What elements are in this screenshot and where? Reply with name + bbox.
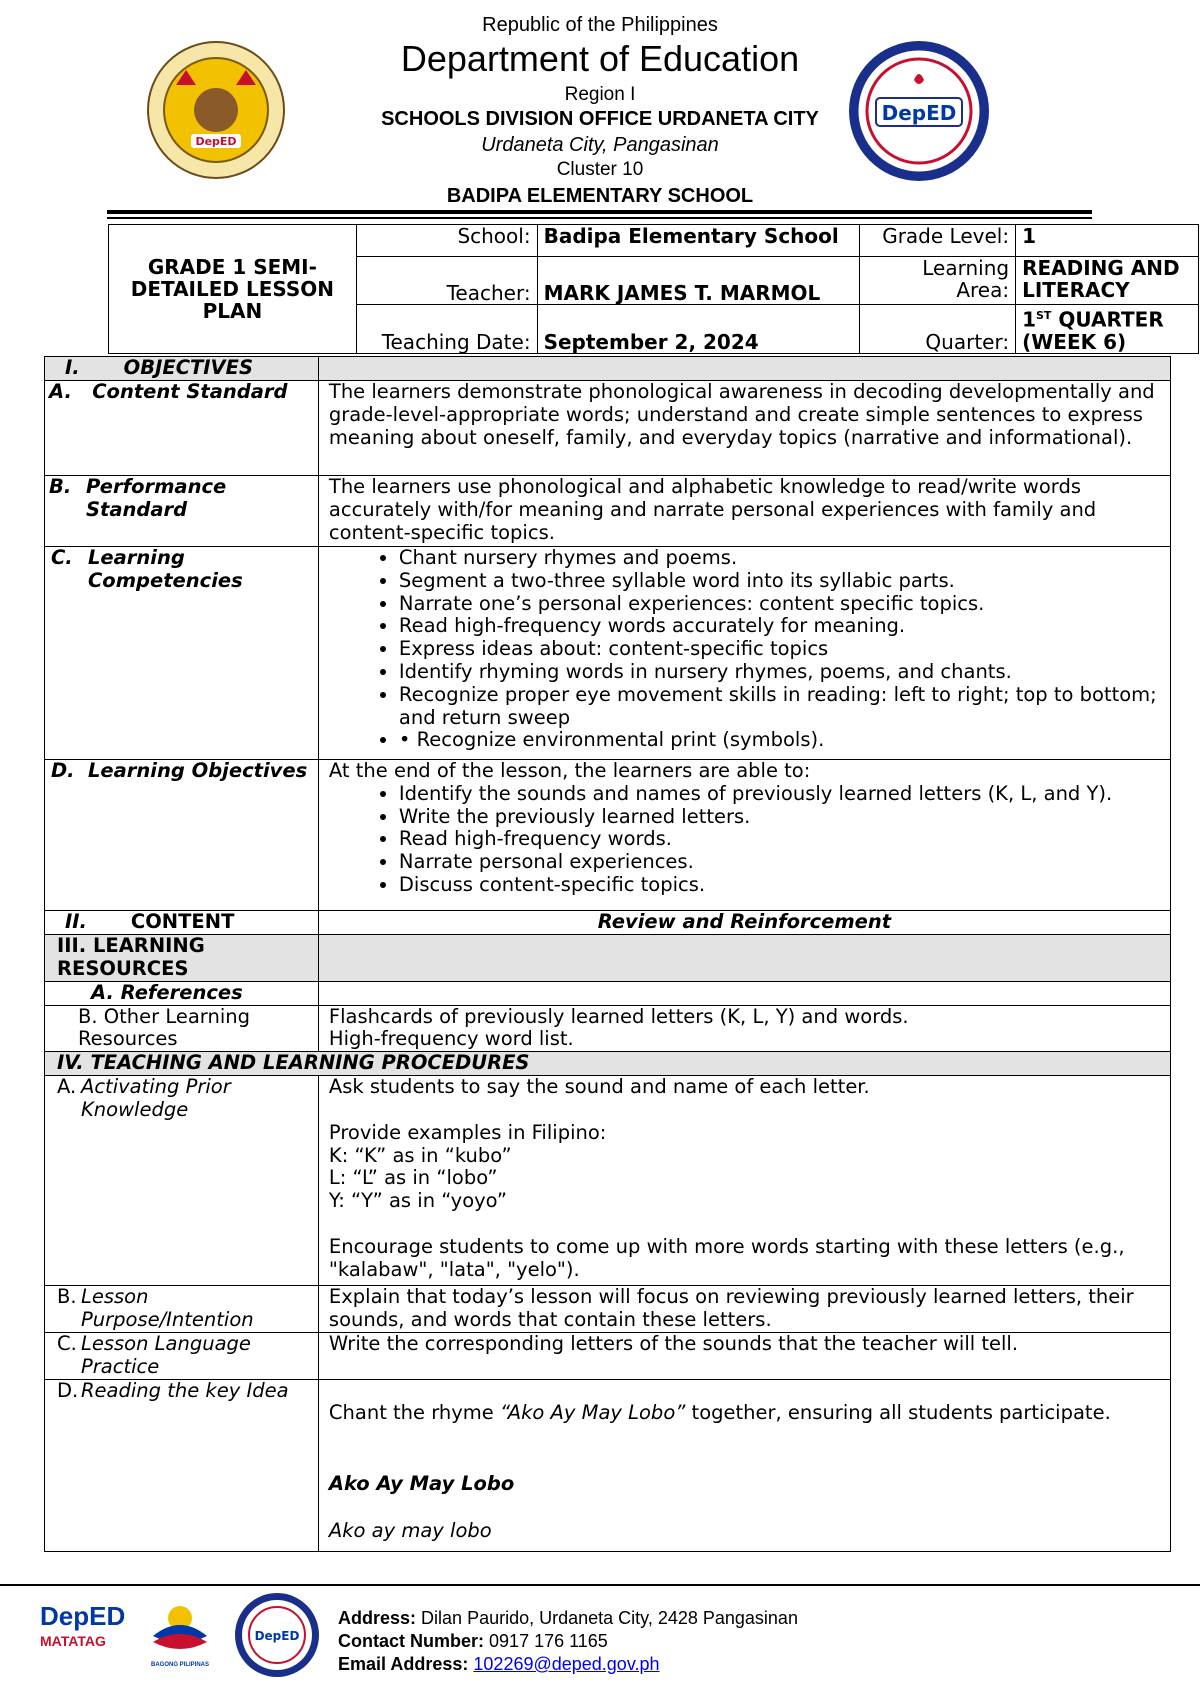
other-resource-line: Flashcards of previously learned letters (K, L, Y) and words. <box>328 1004 909 1028</box>
objectives-list <box>329 783 1164 897</box>
learning-competencies-cell <box>318 547 1170 760</box>
activating-line: L: “L” as in “lobo” <box>328 1166 498 1190</box>
bagong-pilipinas-wordmark: BAGONG PILIPINAS <box>150 1662 209 1668</box>
competency-item: • Express ideas about: content-specific topics <box>399 638 1164 661</box>
content-standard-label: A. Content Standard <box>45 381 319 476</box>
competency-item: • Read high-frequency words accurately for meaning. <box>399 615 1164 638</box>
key-idea-label: D. Reading the key Idea <box>45 1380 319 1552</box>
footer-email: Email Address: 102269@deped.gov.ph <box>338 1654 660 1674</box>
competency-item: • • Recognize environmental print (symbols). <box>399 729 1164 752</box>
activating-spacer <box>329 1099 1164 1122</box>
objectives-heading: I. OBJECTIVES <box>45 357 319 381</box>
objectives-intro: At the end of the lesson, the learners are able to: <box>328 759 811 782</box>
badipa-footer-seal-logo <box>234 1592 320 1678</box>
objective-item: • Write the previously learned letters. <box>399 806 1164 829</box>
learning-objectives-cell <box>318 760 1170 911</box>
performance-standard-label: B. Performance Standard <box>45 476 319 547</box>
teacher-label: Teacher: <box>356 257 537 305</box>
language-practice-text: Write the corresponding letters of the sounds that the teacher will tell. <box>318 1333 1170 1380</box>
objective-item: • Discuss content-specific topics. <box>399 874 1164 897</box>
language-practice-label: C. Lesson Language Practice <box>45 1333 319 1380</box>
teacher-value: MARK JAMES T. MARMOL <box>537 257 860 305</box>
activating-line: Provide examples in Filipino: <box>328 1120 607 1144</box>
region-line: Region I <box>564 84 636 105</box>
badipa-school-seal-logo <box>848 40 990 182</box>
objective-item: • Read high-frequency words. <box>399 828 1164 851</box>
procedures-heading: IV. TEACHING AND LEARNING PROCEDURES <box>45 1052 1171 1076</box>
footer-contact: Contact Number: 0917 176 1165 <box>338 1631 608 1651</box>
performance-standard-text: The learners use phonological and alphabetic knowledge to read/write words accurately with/for meaning and narrate personal experiences with family and content-specific topics. <box>318 476 1170 547</box>
learning-area-value: READING AND LITERACY <box>1016 257 1199 305</box>
learning-objectives-label: D. Learning Objectives <box>45 760 319 911</box>
competency-item: • Chant nursery rhymes and poems. <box>399 547 1164 570</box>
cluster-line: Cluster 10 <box>556 159 644 180</box>
school-value: Badipa Elementary School <box>537 225 860 257</box>
content-standard-text: The learners demonstrate phonological awareness in decoding developmentally and grade-level-appropriate words; understand and create simple sentences to express meaning about oneself, family, and everyday topics (narrative and informational). <box>318 381 1170 476</box>
references-label: A. References <box>45 981 319 1005</box>
svg-text:DepED: DepED <box>254 1629 300 1643</box>
lesson-info-table <box>108 224 1199 354</box>
quarter-value: 1ST QUARTER (WEEK 6) <box>1016 305 1199 354</box>
svg-text:DepED: DepED <box>195 135 237 148</box>
other-resources-label: B. Other Learning Resources <box>45 1005 319 1052</box>
activating-spacer <box>329 1213 1164 1236</box>
activating-line: Ask students to say the sound and name of each letter. <box>328 1075 870 1099</box>
key-idea-cell <box>318 1380 1170 1552</box>
matatag-wordmark: MATATAG <box>40 1633 106 1649</box>
deped-wordmark: DepED <box>40 1601 126 1631</box>
other-resources-cell <box>318 1005 1170 1052</box>
department-title: Department of Education <box>400 38 800 79</box>
competency-item: • Identify rhyming words in nursery rhymes, poems, and chants. <box>399 661 1164 684</box>
references-blank <box>318 981 1170 1005</box>
school-name-line: BADIPA ELEMENTARY SCHOOL <box>446 185 754 207</box>
learning-resources-blank <box>318 935 1170 982</box>
learning-resources-heading: III. LEARNING RESOURCES <box>45 935 319 982</box>
division-line: SCHOOLS DIVISION OFFICE URDANETA CITY <box>381 108 819 130</box>
purpose-text: Explain that today’s lesson will focus on reviewing previously learned letters, their sounds, and words that contain these letters. <box>318 1286 1170 1333</box>
learning-competencies-label: C. Learning Competencies <box>45 547 319 760</box>
grade-level-label: Grade Level: <box>860 225 1016 257</box>
sdo-urdaneta-seal-logo <box>146 40 286 180</box>
lesson-plan-title: GRADE 1 SEMI-DETAILED LESSON PLAN <box>109 225 357 354</box>
competency-item: • Recognize proper eye movement skills in reading: left to right; top to bottom; and return sweep <box>399 684 1164 730</box>
chant-instruction: Chant the rhyme “Ako Ay May Lobo” together, ensuring all students participate. <box>328 1401 1111 1425</box>
republic-line: Republic of the Philippines <box>482 14 718 36</box>
quarter-label: Quarter: <box>860 305 1016 354</box>
activating-line: Y: “Y” as in “yoyo” <box>328 1189 508 1213</box>
competencies-list <box>319 547 1164 752</box>
lesson-plan-table <box>44 356 1171 1552</box>
header-rule-thick <box>107 210 1092 214</box>
objectives-heading-blank <box>318 357 1170 381</box>
bagong-pilipinas-emblem <box>145 1596 215 1658</box>
bagong-pilipinas-logo <box>140 1596 220 1674</box>
objective-item: • Narrate personal experiences. <box>399 851 1164 874</box>
objective-item: • Identify the sounds and names of previously learned letters (K, L, and Y). <box>399 783 1164 806</box>
school-label: School: <box>356 225 537 257</box>
header-rule-thin <box>107 217 1092 219</box>
svg-text:DepED: DepED <box>881 101 957 125</box>
email-link[interactable]: 102269@deped.gov.ph <box>473 1654 660 1674</box>
content-heading: II. CONTENT <box>45 911 319 935</box>
purpose-label: B. Lesson Purpose/Intention <box>45 1286 319 1333</box>
activating-label: A. Activating Prior Knowledge <box>45 1076 319 1286</box>
content-value: Review and Reinforcement <box>318 911 1170 935</box>
footer-rule <box>0 1584 1200 1586</box>
activating-cell <box>318 1076 1170 1286</box>
city-line: Urdaneta City, Pangasinan <box>481 134 719 156</box>
grade-level-value: 1 <box>1016 225 1199 257</box>
activating-line: Encourage students to come up with more words starting with these letters (e.g., "kalabaw", "lata", "yelo"). <box>328 1234 1125 1281</box>
competency-item: • Narrate one’s personal experiences: content specific topics. <box>399 593 1164 616</box>
learning-area-label: Learning Area: <box>860 257 1016 305</box>
other-resource-line: High-frequency word list. <box>328 1027 574 1051</box>
deped-matatag-logo <box>40 1600 128 1672</box>
poem-line: Ako ay may lobo <box>328 1518 492 1542</box>
poem-title: Ako Ay May Lobo <box>328 1471 515 1495</box>
competency-item: • Segment a two-three syllable word into its syllabic parts. <box>399 570 1164 593</box>
teaching-date-value: September 2, 2024 <box>537 305 860 354</box>
footer-address: Address: Dilan Paurido, Urdaneta City, 2428 Pangasinan <box>338 1608 798 1628</box>
teaching-date-label: Teaching Date: <box>356 305 537 354</box>
activating-line: K: “K” as in “kubo” <box>328 1143 512 1167</box>
